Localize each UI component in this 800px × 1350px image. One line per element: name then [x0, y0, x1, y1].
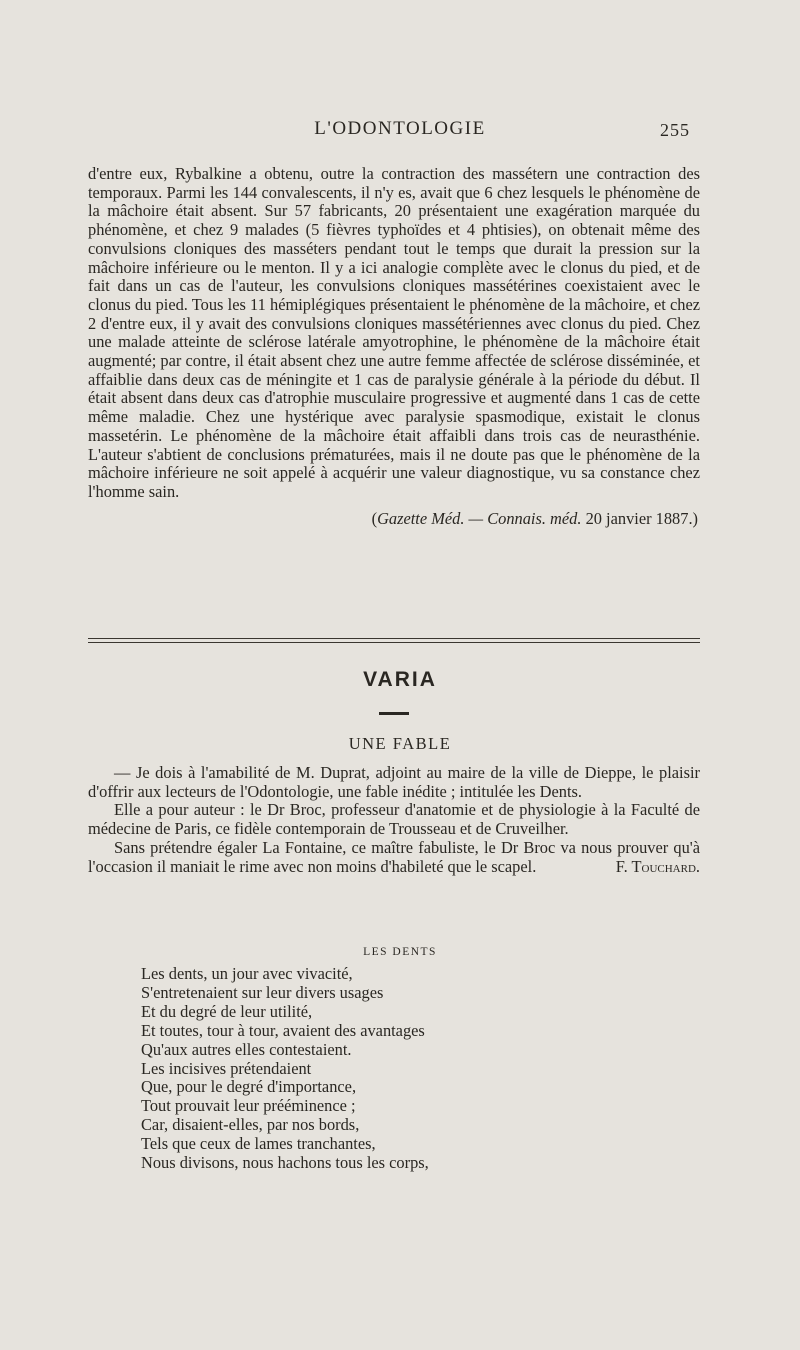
- section-divider-top: [88, 638, 700, 639]
- citation-date: 20 janvier 1887.): [581, 508, 698, 528]
- poem-line: Car, disaient-elles, par nos bords,: [141, 1115, 360, 1135]
- subsection-title: UNE FABLE: [348, 734, 452, 753]
- title-underline: [379, 712, 409, 715]
- poem-line: Que, pour le degré d'importance,: [141, 1077, 357, 1097]
- poem-line: Nous divisons, nous hachons tous les corps,: [141, 1153, 429, 1173]
- poem-line: Tout prouvait leur prééminence ;: [141, 1096, 356, 1116]
- article-continuation: [88, 165, 700, 529]
- page-number: 255: [660, 120, 690, 140]
- signature: F. Touchard.: [615, 856, 700, 876]
- poem-line: Tels que ceux de lames tranchantes,: [141, 1134, 376, 1154]
- poem-line: Et toutes, tour à tour, avaient des avantages: [141, 1020, 425, 1040]
- intro-paragraph-text: Sans prétendre égaler La Fontaine, ce maître fabuliste, le Dr Broc va nous prouver qu'à l'occasion il maniait le rime avec non moins d'habileté que le scapel.: [88, 837, 700, 876]
- section-title: VARIA: [363, 668, 437, 691]
- citation-source: Gazette Méd. — Connais. méd.: [377, 508, 582, 528]
- citation: [88, 509, 700, 529]
- poem: [141, 965, 429, 1173]
- section-divider-bottom: [88, 642, 700, 643]
- poem-line: Qu'aux autres elles contestaient.: [141, 1039, 352, 1059]
- citation-open: (: [371, 508, 378, 528]
- poem-line: Les dents, un jour avec vivacité,: [141, 964, 353, 983]
- intro-paragraph: Elle a pour auteur : le Dr Broc, professeur d'anatomie et de physiologie à la Faculté de médecine de Paris, ce fidèle contemporain de Trousseau et de Cruveilher.: [88, 800, 700, 839]
- article-paragraph: d'entre eux, Rybalkine a obtenu, outre la contraction des massétern une contraction des temporaux. Parmi les 144 convalescents, il n'y es, avait que 6 chez lesquels le phénomène de la mâchoire était absent. Sur 57 fabricants, 20 présentaient une exagération marquée du phénomène, et chez 9 malades (5 fièvres typhoïdes et 4 phtisies), on obtenait même des convulsions cloniques des masséters pendant tout le temps que durait la pression sur la mâchoire inférieure ou le menton. Il y a ici analogie complète avec le clonus du pied, et de fait dans un cas de l'auteur, les convulsions cloniques massétérines coexistaient avec le clonus du pied. Tous les 11 hémiplégiques présentaient le phénomène de la mâchoire, et chez 2 d'entre eux, il y avait des convulsions cloniques massétériennes avec clonus du pied. Chez une malade atteinte de sclérose latérale amyotrophine, le phénomène de la mâchoire était augmenté; par contre, il était absent chez une autre femme affectée de sclérose disséminée, et affaiblie dans deux cas de méningite et 1 cas de paralysie générale à la période du début. Il était absent dans deux cas d'atrophie musculaire progressive et augmenté dans 1 cas de cette même maladie. Chez une hystérique avec paralysie spasmodique, existait le clonus massetérin. Le phénomène de la mâchoire était affaibli dans trois cas de neurasthénie. L'auteur s'abtient de conclusions prématurées, mais il ne doute pas que le phénomène de la mâchoire inférieure ne soit appelé à acquérir une valeur diagnostique, vu sa constance chez l'homme sain.: [88, 164, 700, 501]
- intro-paragraph: — Je dois à l'amabilité de M. Duprat, adjoint au maire de la ville de Dieppe, le plaisir d'offrir aux lecteurs de l'Odontologie, une fable inédite ; intitulée les Dents.: [88, 763, 700, 801]
- varia-intro: [88, 764, 700, 876]
- poem-title: LES DENTS: [363, 946, 437, 958]
- running-title: L'ODONTOLOGIE: [314, 118, 486, 139]
- intro-paragraph: [88, 839, 700, 876]
- page-header: [0, 118, 800, 148]
- poem-line: Les incisives prétendaient: [141, 1058, 312, 1078]
- poem-line: S'entretenaient sur leur divers usages: [141, 982, 384, 1002]
- poem-line: Et du degré de leur utilité,: [141, 1001, 313, 1021]
